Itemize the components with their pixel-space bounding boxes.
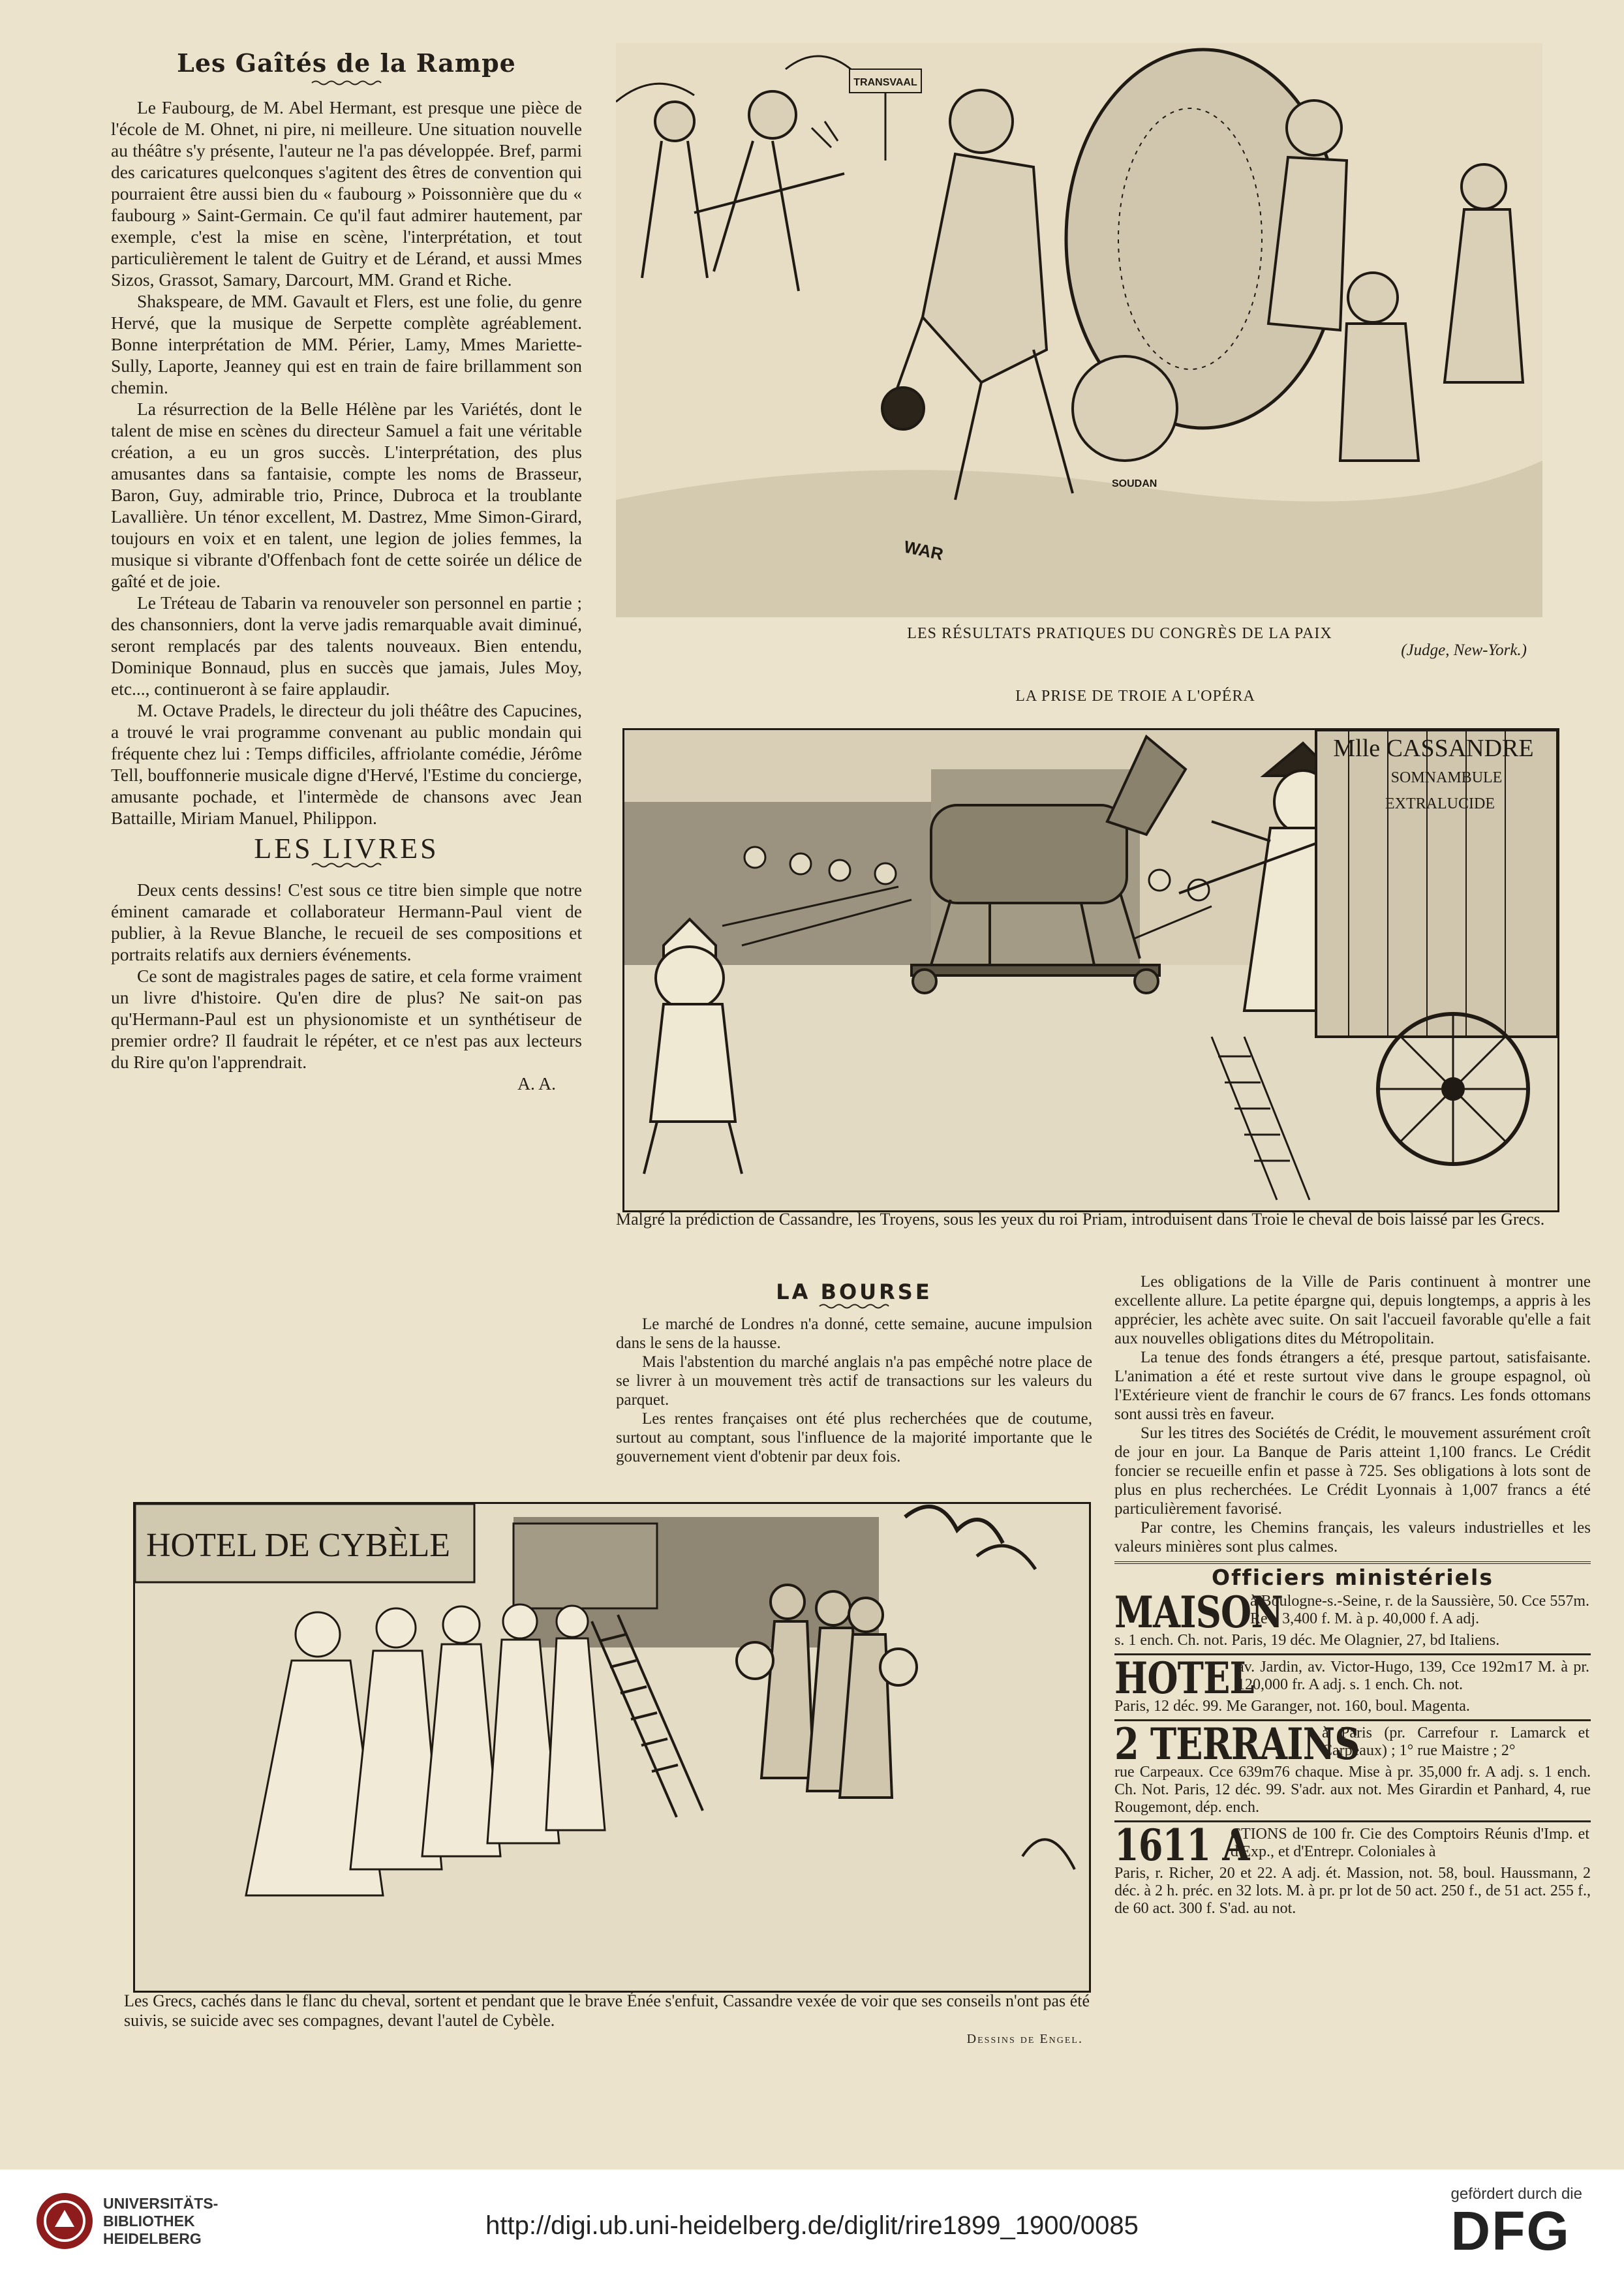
gaites-paragraph-1: Le Faubourg, de M. Abel Hermant, est presque une pièce de l'école de M. Ohnet, ni pire, ni meilleure. Une situation nouvelle au théâtre s'y présente, l'auteur ne l'a pas développée. Bref, parmi des caricatures quelconques s'agitent des êtres de convention qui pourraient être aussi bien du « faubourg » Poissonnière que du « faubourg » Saint-Germain. Ce qu'il faut admirer hautement, par exemple, c'est la mise en scène, l'interprétation, et tout particulièrement le talent de Guitry et de Lérand, et aussi Mmes Sizos, Grassot, Samary, Darcourt, MM. Grand et Riche.: [111, 97, 582, 290]
livres-signature: A. A.: [517, 1073, 556, 1094]
troy-horse-cartoon: [622, 728, 1559, 1212]
ad-terrains-headline: 2 TERRAINS: [1114, 1719, 1360, 1770]
peace-congress-caption: LES RÉSULTATS PRATIQUES DU CONGRÈS DE LA PAIX: [907, 625, 1332, 642]
ad-actions: [1114, 1822, 1591, 1922]
bourse-paragraph-7: Par contre, les Chemins français, les valeurs industrielles et les valeurs minières sont plus calmes.: [1114, 1519, 1591, 1555]
bourse-paragraph-4: Les obligations de la Ville de Paris continuent à montrer une excellente allure. La petite épargne qui, depuis longtemps, a appris à les apprécier, les achète avec suite. On sait l'accueil favorable qu'elle a fait aux nouvelles obligations dites du Métropolitain.: [1114, 1273, 1591, 1347]
bourse-column-1: [616, 1279, 1092, 1466]
ad-maison-rest: s. 1 ench. Ch. not. Paris, 19 déc. Me Olagnier, 27, bd Italiens.: [1114, 1632, 1500, 1649]
soudan-label: SOUDAN: [1112, 478, 1157, 489]
ad-maison-first: à Boulogne-s.-Seine, r. de la Saussière, 50. Cce 557m. Rev. 3,400 f. M. à p. 40,000 f. A adj.: [1250, 1593, 1589, 1627]
ad-actions-headline: 1611 A: [1114, 1820, 1249, 1871]
gaites-paragraph-3: La résurrection de la Belle Hélène par les Variétés, dont le talent de mise en scènes du directeur Samuel a fait une véritable création, a eu un gros succès. L'interprétation, des plus amusantes dans sa fantaisie, compte les noms de Brasseur, Baron, Guy, admirable trio, Prince, Dubroca et la troublante Lavallière. Un ténor excellent, M. Dastrez, Mme Simon-Girard, toujours en voix et en talent, une legion de jolies femmes, la musique si vibrante d'Offenbach font de cette soirée un délice de gaîté et de joie.: [111, 399, 582, 591]
ad-hotel-first: av. Jardin, av. Victor-Hugo, 139, Cce 192m17 M. à pr. 120,000 fr. A adj. s. 1 ench. Ch. not.: [1237, 1659, 1589, 1693]
cybele-drawing: [135, 1504, 1089, 1991]
ad-actions-first: CTIONS de 100 fr. Cie des Comptoirs Réunis d'Imp. et d'Exp., et d'Entrepr. Coloniales à: [1231, 1826, 1589, 1860]
troy-cartoon-heading: LA PRISE DE TROIE A L'OPÉRA: [1015, 688, 1255, 705]
ad-terrains: [1114, 1721, 1591, 1822]
dfg-logo: [1450, 2185, 1582, 2261]
cassandre-sign-line-1: Mlle CASSANDRE: [1333, 735, 1534, 762]
gaites-paragraph-5: M. Octave Pradels, le directeur du joli théâtre des Capucines, a trouvé le vrai programme convenant au public mondain qui fréquente chez lui : Temps difficiles, affriolante comédie, Jérôme Tell, bouffonnerie musicale digne d'Hervé, l'Estime du concierge, amusante pochade, et l'intermède de chansons avec Jean Battaille, Miriam Manuel, Philippon.: [111, 700, 582, 828]
transvaal-label: TRANSVAAL: [853, 77, 917, 88]
peace-congress-credit: (Judge, New-York.): [1401, 641, 1527, 659]
digitization-footer: [0, 2169, 1624, 2283]
livres-paragraph-2: Ce sont de magistrales pages de satire, et cela forme vraiment un livre d'histoire. Qu'en dire de plus? Ne sait-on pas qu'Hermann-Paul est un physionomiste et un synthétiseur de premier ordre? Il faudrait le répéter, et ce n'est pas aux lecteurs du Rire qu'on l'apprendrait.: [111, 966, 582, 1072]
ad-actions-rest: Paris, r. Richer, 20 et 22. A adj. ét. Massion, not. 58, boul. Haussmann, 2 déc. à 2 h. préc. en 32 lots. M. à pr. pr lot de 50 act. 250 f., de 51 act. 255 f., de 60 act. 300 f. S'ad. au not.: [1114, 1865, 1591, 1917]
ad-hotel-headline: HOTEL: [1114, 1653, 1254, 1704]
dfg-logo-text: DFG: [1450, 2200, 1570, 2261]
ad-hotel: [1114, 1655, 1591, 1721]
ad-maison-headline: MAISON: [1114, 1587, 1283, 1638]
war-label: WAR: [902, 536, 945, 564]
ad-terrains-rest: rue Carpeaux. Cce 639m76 chaque. Mise à pr. 35,000 fr. A adj. s. 1 ench. Ch. Not. Paris, 12 déc. 99. S'adr. aux not. Mes Girardin et Panhard, 4, rue Rougemont, dép. ench.: [1114, 1764, 1591, 1816]
gaites-paragraph-2: Shakspeare, de MM. Gavault et Flers, est une folie, du genre Hervé, que la musique de Serpette complète agréablement. Bonne interprétation de MM. Périer, Lamy, Mmes Mariette-Sully, Laporte, Jeanney qui est en train de faire brillamment son chemin.: [111, 291, 582, 397]
peace-congress-drawing: [616, 43, 1542, 617]
bourse-paragraph-5: La tenue des fonds étrangers a été, presque partout, satisfaisante. L'animation a été et reste surtout vive dans le groupe espagnol, où l'Extérieure vient de franchir le cours de 67 francs. Les fonds ottomans sont aussi très en faveur.: [1114, 1349, 1591, 1423]
troy-horse-drawing: [624, 730, 1557, 1210]
peace-congress-cartoon: [616, 43, 1542, 617]
bourse-paragraph-3: Les rentes françaises ont été plus recherchées que de coutume, surtout au comptant, sous l'influence de la majorité importante que le gouvernement vient d'obtenir par deux fois.: [616, 1410, 1092, 1465]
university-name-line-3: HEIDELBERG: [103, 2229, 202, 2247]
officiers-title: Officiers ministériels: [1212, 1565, 1494, 1590]
livres-paragraph-1: Deux cents dessins! C'est sous ce titre bien simple que notre éminent camarade et collaborateur Hermann-Paul vient de publier, à la Revue Blanche, le recueil de ses compositions et portraits relatifs aux derniers événements.: [111, 880, 582, 964]
ad-hotel-rest: Paris, 12 déc. 99. Me Garanger, not. 160, boul. Magenta.: [1114, 1698, 1470, 1715]
bourse-paragraph-1: Le marché de Londres n'a donné, cette semaine, aucune impulsion dans le sens de la hausse.: [616, 1315, 1092, 1352]
gaites-title: Les Gaîtés de la Rampe: [177, 48, 516, 78]
source-url-link[interactable]: http://digi.ub.uni-heidelberg.de/diglit/rire1899_1900/0085: [485, 2211, 1139, 2240]
ad-terrains-first: à Paris (pr. Carrefour r. Lamarck et Carpeaux) ; 1° rue Maistre ; 2°: [1322, 1724, 1589, 1759]
troy-cartoon-caption: Malgré la prédiction de Cassandre, les Troyens, sous les yeux du roi Priam, introduisent dans Troie le cheval de bois laissé par les Grecs.: [616, 1210, 1545, 1229]
cybele-cartoon-credit: Dessins de Engel.: [966, 2032, 1083, 2046]
left-column: [111, 48, 582, 1094]
cassandre-sign-line-3: EXTRALUCIDE: [1385, 795, 1495, 812]
cybele-cartoon-caption: Les Grecs, cachés dans le flanc du cheval, sortent et pendant que le brave Énée s'enfuit, Cassandre vexée de voir que ses conseils n'ont pas été suivis, se suicide avec ses compagnes, devant l'autel de Cybèle.: [124, 1991, 1090, 2030]
cybele-cartoon: [133, 1502, 1091, 1993]
cassandre-sign-line-2: SOMNAMBULE: [1390, 769, 1503, 786]
title-ornament: [311, 80, 382, 86]
gaites-paragraph-4: Le Tréteau de Tabarin va renouveler son personnel en partie ; des chansonniers, dont la verve jadis remarquable avait diminué, seront remplacés par des talents nouveaux. Bien entendu, Dominique Bonnaud, plus en succès que jamais, Jules Moy, etc..., continueront à se faire applaudir.: [111, 592, 582, 699]
bourse-column-2: [1114, 1272, 1591, 1922]
university-name-line-2: BIBLIOTHEK: [103, 2212, 195, 2229]
university-name-line-1: UNIVERSITÄTS-: [103, 2194, 219, 2212]
bourse-paragraph-2: Mais l'abstention du marché anglais n'a pas empêché notre place de se livrer à un mouvement très actif de transactions sur les valeurs du parquet.: [616, 1353, 1092, 1409]
hotel-cybele-sign: HOTEL DE CYBÈLE: [146, 1527, 450, 1564]
bourse-title: LA BOURSE: [776, 1279, 932, 1304]
ad-maison: [1114, 1589, 1591, 1655]
livres-title: LES LIVRES: [254, 833, 439, 865]
funded-by-label: gefördert durch die: [1450, 2185, 1582, 2203]
bourse-paragraph-6: Sur les titres des Sociétés de Crédit, le mouvement assurément croît de jour en jour. La Banque de Paris atteint 1,100 francs. Le Crédit foncier se recueille enfin et passe à 725. Ses obligations à lots sont de plus en plus recherchées. Le Crédit Lyonnais à 1,007 francs a été particulièrement favorisé.: [1114, 1424, 1591, 1518]
